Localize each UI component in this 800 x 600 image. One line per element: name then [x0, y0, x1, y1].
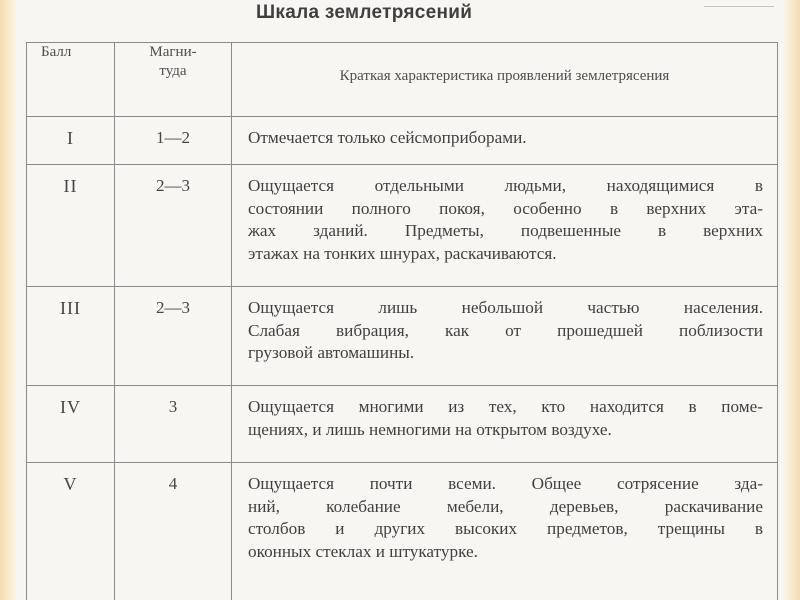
header-magnitude-line2: туда	[159, 63, 187, 79]
earthquake-scale-table	[26, 42, 778, 600]
description-line: состоянии полного покоя, особенно в верхних эта-	[248, 198, 763, 218]
table-row	[27, 386, 778, 463]
row-magnitude: 2—3	[115, 165, 232, 287]
page-corner-mark	[704, 0, 774, 7]
row-ball: IV	[27, 386, 115, 463]
row-magnitude: 1—2	[115, 117, 232, 165]
table-title: Шкала землетрясений	[256, 2, 473, 23]
row-description	[232, 165, 778, 287]
slide-border-right	[784, 0, 800, 600]
description-line: этажах на тонких шнурах, раскачиваются.	[248, 243, 557, 263]
slide-border-left	[0, 0, 16, 600]
description-line: щениях, и лишь немногими на открытом воздухе.	[248, 419, 612, 439]
row-description	[232, 463, 778, 600]
header-magnitude	[115, 43, 232, 117]
table-row	[27, 463, 778, 600]
row-ball: I	[27, 117, 115, 165]
description-line: ний, колебание мебели, деревьев, раскачивание	[248, 496, 763, 516]
row-ball: V	[27, 463, 115, 600]
description-line: Ощущается лишь небольшой частью населения.	[248, 298, 763, 317]
row-magnitude: 4	[115, 463, 232, 600]
row-description	[232, 386, 778, 463]
table-row	[27, 165, 778, 287]
header-description: Краткая характеристика проявлений землетрясения	[232, 43, 778, 117]
scanned-page	[16, 0, 784, 600]
row-ball: III	[27, 287, 115, 386]
table-row	[27, 117, 778, 165]
description-line: Ощущается почти всеми. Общее сотрясение зда-	[248, 474, 763, 493]
row-description	[232, 117, 778, 165]
description-line: Отмечается только сейсмоприборами.	[248, 128, 527, 147]
description-line: столбов и других высоких предметов, трещины в	[248, 519, 763, 538]
row-magnitude: 2—3	[115, 287, 232, 386]
header-magnitude-line1: Магни-	[149, 44, 197, 60]
description-line: жах зданий. Предметы, подвешенные в верхних	[248, 221, 763, 240]
description-line: Ощущается отдельными людьми, находящимися в	[248, 176, 763, 195]
description-line: Ощущается многими из тех, кто находится в поме-	[248, 397, 763, 416]
header-ball: Балл	[27, 43, 115, 117]
description-line: оконных стеклах и штукатурке.	[248, 541, 478, 561]
table-row	[27, 287, 778, 386]
description-line: грузовой автомашины.	[248, 343, 415, 362]
row-magnitude: 3	[115, 386, 232, 463]
row-description	[232, 287, 778, 386]
description-line: Слабая вибрация, как от прошедшей поблизости	[248, 320, 763, 340]
table-header-row	[27, 43, 778, 117]
row-ball: II	[27, 165, 115, 287]
